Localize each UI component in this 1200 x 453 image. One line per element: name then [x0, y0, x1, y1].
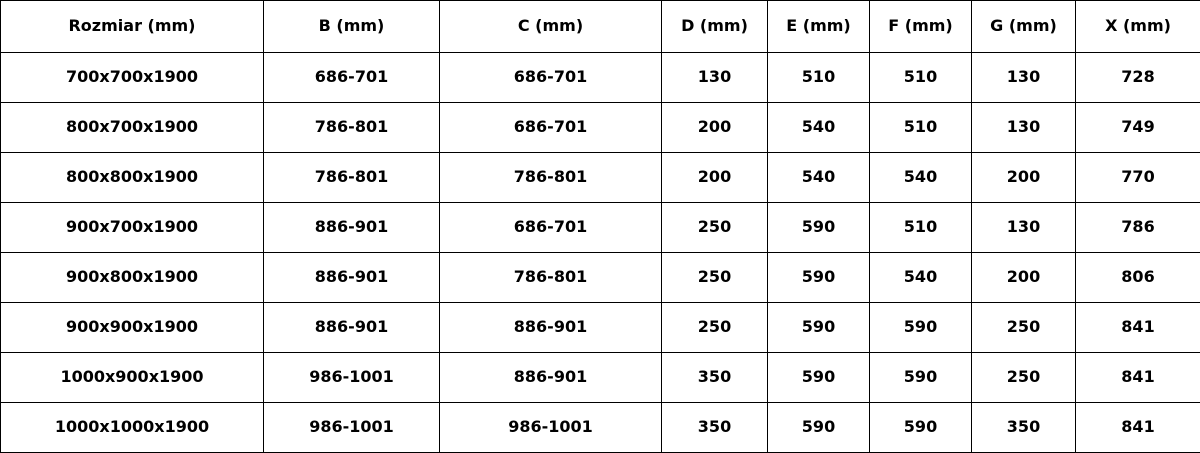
cell-f: 510: [870, 53, 972, 103]
cell-size: 800x800x1900: [1, 153, 264, 203]
column-header-size: Rozmiar (mm): [1, 1, 264, 53]
cell-c: 886-901: [440, 353, 662, 403]
cell-f: 590: [870, 353, 972, 403]
cell-e: 590: [768, 303, 870, 353]
cell-c: 686-701: [440, 103, 662, 153]
table-row: [1, 53, 1200, 103]
column-header-e: E (mm): [768, 1, 870, 53]
cell-c: 986-1001: [440, 403, 662, 453]
table-row: [1, 253, 1200, 303]
cell-e: 590: [768, 403, 870, 453]
table-body: [1, 53, 1200, 453]
cell-b: 886-901: [264, 303, 440, 353]
cell-x: 806: [1076, 253, 1200, 303]
cell-c: 686-701: [440, 203, 662, 253]
cell-g: 250: [972, 303, 1076, 353]
table-row: [1, 153, 1200, 203]
cell-d: 130: [662, 53, 768, 103]
cell-size: 800x700x1900: [1, 103, 264, 153]
cell-b: 986-1001: [264, 353, 440, 403]
cell-c: 786-801: [440, 153, 662, 203]
cell-d: 250: [662, 303, 768, 353]
cell-e: 590: [768, 203, 870, 253]
cell-e: 540: [768, 103, 870, 153]
cell-e: 510: [768, 53, 870, 103]
column-header-b: B (mm): [264, 1, 440, 53]
column-header-d: D (mm): [662, 1, 768, 53]
cell-b: 786-801: [264, 103, 440, 153]
table-row: [1, 303, 1200, 353]
cell-e: 590: [768, 253, 870, 303]
cell-x: 749: [1076, 103, 1200, 153]
cell-d: 350: [662, 403, 768, 453]
cell-e: 590: [768, 353, 870, 403]
cell-size: 700x700x1900: [1, 53, 264, 103]
cell-g: 130: [972, 53, 1076, 103]
table-row: [1, 203, 1200, 253]
cell-size: 900x800x1900: [1, 253, 264, 303]
cell-x: 770: [1076, 153, 1200, 203]
cell-f: 510: [870, 203, 972, 253]
cell-b: 686-701: [264, 53, 440, 103]
cell-b: 886-901: [264, 203, 440, 253]
cell-f: 510: [870, 103, 972, 153]
cell-b: 886-901: [264, 253, 440, 303]
column-header-f: F (mm): [870, 1, 972, 53]
cell-g: 200: [972, 253, 1076, 303]
cell-c: 686-701: [440, 53, 662, 103]
cell-size: 1000x900x1900: [1, 353, 264, 403]
cell-g: 350: [972, 403, 1076, 453]
column-header-g: G (mm): [972, 1, 1076, 53]
cell-x: 841: [1076, 353, 1200, 403]
cell-x: 786: [1076, 203, 1200, 253]
cell-e: 540: [768, 153, 870, 203]
cell-size: 900x700x1900: [1, 203, 264, 253]
column-header-c: C (mm): [440, 1, 662, 53]
table-row: [1, 353, 1200, 403]
cell-f: 540: [870, 153, 972, 203]
cell-d: 250: [662, 253, 768, 303]
cell-f: 590: [870, 303, 972, 353]
cell-g: 250: [972, 353, 1076, 403]
cell-g: 130: [972, 203, 1076, 253]
table-header: [1, 1, 1200, 53]
table-header-row: [1, 1, 1200, 53]
cell-d: 200: [662, 103, 768, 153]
table-row: [1, 403, 1200, 453]
cell-g: 130: [972, 103, 1076, 153]
cell-x: 841: [1076, 403, 1200, 453]
cell-f: 590: [870, 403, 972, 453]
column-header-x: X (mm): [1076, 1, 1200, 53]
cell-d: 250: [662, 203, 768, 253]
table-row: [1, 103, 1200, 153]
cell-f: 540: [870, 253, 972, 303]
cell-size: 1000x1000x1900: [1, 403, 264, 453]
cell-d: 200: [662, 153, 768, 203]
cell-b: 786-801: [264, 153, 440, 203]
cell-x: 728: [1076, 53, 1200, 103]
cell-b: 986-1001: [264, 403, 440, 453]
cell-c: 886-901: [440, 303, 662, 353]
cell-c: 786-801: [440, 253, 662, 303]
cell-g: 200: [972, 153, 1076, 203]
cell-d: 350: [662, 353, 768, 403]
cell-x: 841: [1076, 303, 1200, 353]
cell-size: 900x900x1900: [1, 303, 264, 353]
